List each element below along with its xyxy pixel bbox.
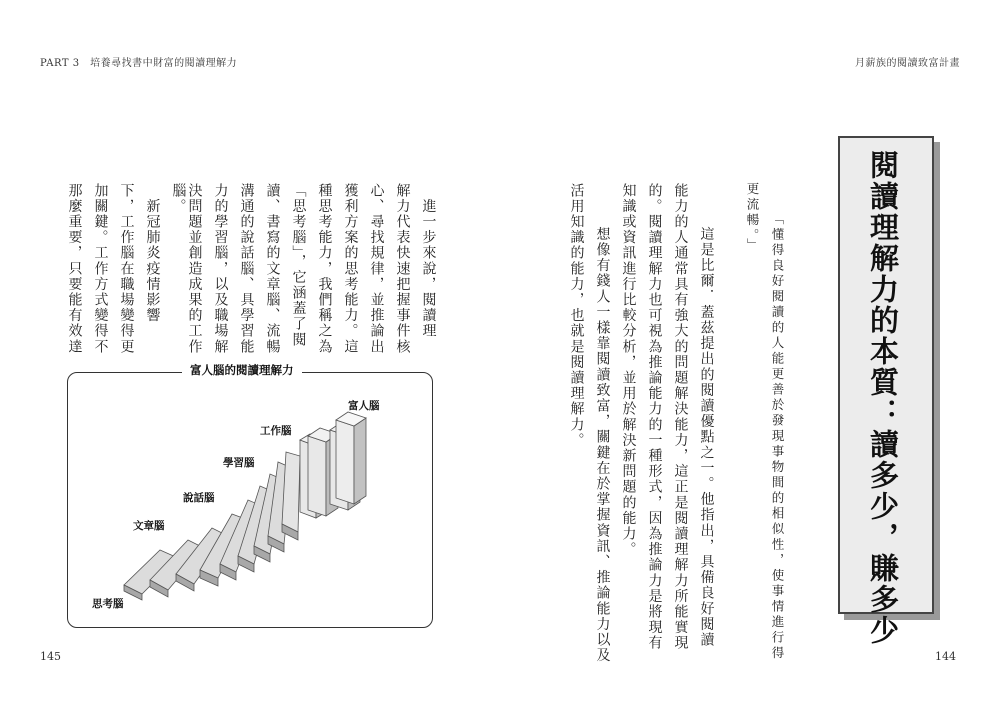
right-body-column-3: 的。閱讀理解力也可視為推論能力的一種形式，因為推論力是將現有	[646, 183, 663, 651]
left-body-column-8: 溝通的說話腦、具學習能	[238, 183, 255, 355]
right-body-column-5: 想像有錢人一樣靠閱讀致富，關鍵在於掌握資訊、推論能力以及	[594, 211, 611, 664]
chapter-title: 閱讀理解力的本質：讀多少，賺多少	[866, 150, 900, 646]
label-learning-brain: 學習腦	[223, 457, 255, 469]
left-body-column-5: 種思考能力，我們稱之為	[316, 183, 333, 355]
label-writing-brain: 文章腦	[133, 520, 165, 532]
left-body-column-15: 那麼重要，只要能有效達	[66, 183, 83, 355]
running-head-right: 月薪族的閱讀致富計畫	[855, 58, 960, 69]
left-body-column-6: 「思考腦」，它涵蓋了閱	[290, 183, 307, 348]
left-body-column-10: 決問題並創造成果的工作	[186, 183, 203, 355]
label-rich-brain: 富人腦	[348, 400, 380, 412]
left-body-column-12: 新冠肺炎疫情影響	[144, 183, 161, 324]
right-body-column-4: 知識或資訊進行比較分析，並用於解決新問題的能力。	[620, 183, 637, 558]
right-body-column-2: 能力的人通常具有強大的問題解決能力，這正是閱讀理解力所能實現	[672, 183, 689, 651]
label-thinking-brain: 思考腦	[92, 598, 124, 610]
page-number-right: 144	[935, 650, 956, 663]
left-body-column-1: 進一步來說，閱讀理	[420, 183, 437, 339]
right-body-column-6: 活用知識的能力，也就是閱讀理解力。	[568, 183, 585, 449]
right-body-column-1: 這是比爾．蓋茲提出的閱讀優點之一。他指出，具備良好閱讀	[698, 211, 715, 648]
left-body-column-2: 解力代表快速把握事件核	[394, 183, 411, 355]
domino-illustration	[90, 400, 390, 610]
domino-9	[282, 452, 300, 532]
quote-column-1: 「懂得良好閱讀的人能更善於發現事物間的相似性，使事情進行得	[770, 212, 785, 662]
domino-11	[308, 436, 326, 516]
left-body-column-14: 加關鍵。工作方式變得不	[92, 183, 109, 355]
quote-column-2: 更流暢。」	[745, 182, 760, 254]
domino-13	[336, 420, 354, 504]
left-body-column-11: 腦。	[170, 183, 187, 215]
label-speaking-brain: 說話腦	[183, 492, 215, 504]
left-body-column-4: 獲利方案的思考能力。這	[342, 183, 359, 355]
left-body-column-7: 讀、書寫的文章腦、流暢	[264, 183, 281, 355]
running-head-left: PART 3 培養尋找書中財富的閱讀理解力	[40, 58, 238, 69]
page-number-left: 145	[40, 650, 61, 663]
diagram-title: 富人腦的閱讀理解力	[182, 362, 302, 378]
left-body-column-3: 心、尋找規律，並推論出	[368, 183, 385, 355]
left-body-column-13: 下，工作腦在職場變得更	[118, 183, 135, 355]
label-working-brain: 工作腦	[260, 425, 292, 437]
left-body-column-9: 力的學習腦，以及職場解	[212, 183, 229, 355]
